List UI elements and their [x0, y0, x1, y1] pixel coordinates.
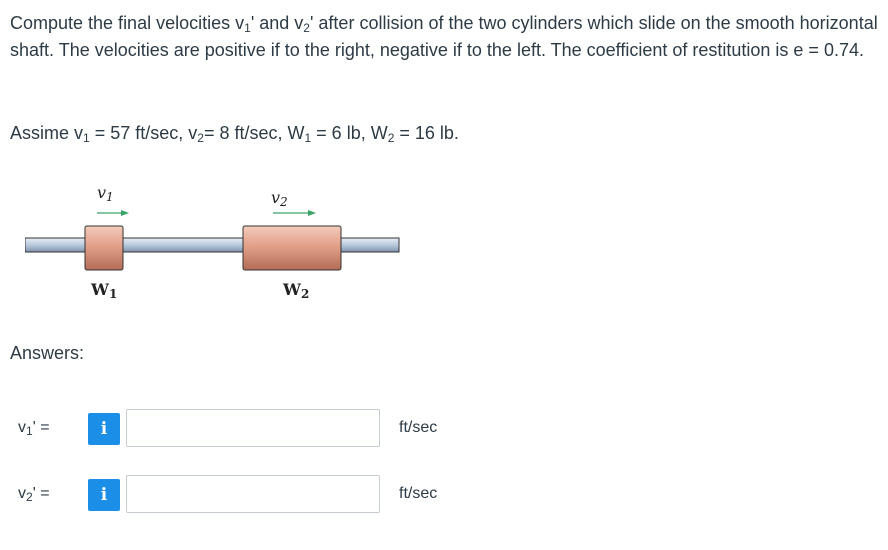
w2-label: $W_2$ [283, 280, 310, 301]
v1-label: $v_1$ [97, 183, 114, 204]
shaft [25, 238, 399, 252]
subscript: 1 [304, 131, 312, 145]
unit-label: ft/sec [399, 419, 438, 436]
answer-row-v2 [12, 475, 472, 517]
problem-text: ' and v [250, 13, 304, 33]
subscript: 1 [244, 21, 251, 35]
given-text: Assime v [10, 123, 84, 143]
subscript: 2 [197, 131, 204, 145]
given-values [10, 120, 459, 147]
problem-text: Compute the final velocities v [10, 13, 245, 33]
answer-label-v2: $v_2'$ = [18, 485, 50, 504]
info-icon[interactable]: i [88, 479, 120, 511]
given-text: = 57 ft/sec, v [89, 123, 198, 143]
answer-row-v1 [12, 409, 472, 451]
answers-heading: Answers: [10, 343, 85, 363]
subscript: 2 [387, 131, 395, 145]
arrow-v2-head [308, 210, 316, 216]
given-text: = 8 ft/sec, W [203, 123, 305, 143]
problem-text: ' after collision of the two cylinders which slide on the smooth horizontal shaft. The velocities are positive if to the right, negative if to the left. The coefficient of restitution is e = 0.74. [10, 13, 878, 60]
figure-drawing [25, 180, 405, 320]
answer-label-v1: $v_1'$ = [18, 419, 50, 438]
cylinder-w2 [243, 226, 341, 270]
unit-label: ft/sec [399, 485, 438, 502]
answer-input-v1[interactable] [126, 409, 380, 447]
collision-figure [25, 180, 405, 320]
arrow-v1-head [121, 210, 129, 216]
given-text: = 16 lb. [394, 123, 459, 143]
w1-label: $W_1$ [91, 280, 118, 301]
subscript: 2 [303, 21, 310, 35]
v2-label: $v_2$ [271, 188, 288, 209]
answer-input-v2[interactable] [126, 475, 380, 513]
subscript: 1 [83, 131, 90, 145]
problem-statement [10, 10, 880, 64]
cylinder-w1 [85, 226, 123, 270]
given-text: = 6 lb, W [311, 123, 388, 143]
info-icon[interactable]: i [88, 413, 120, 445]
